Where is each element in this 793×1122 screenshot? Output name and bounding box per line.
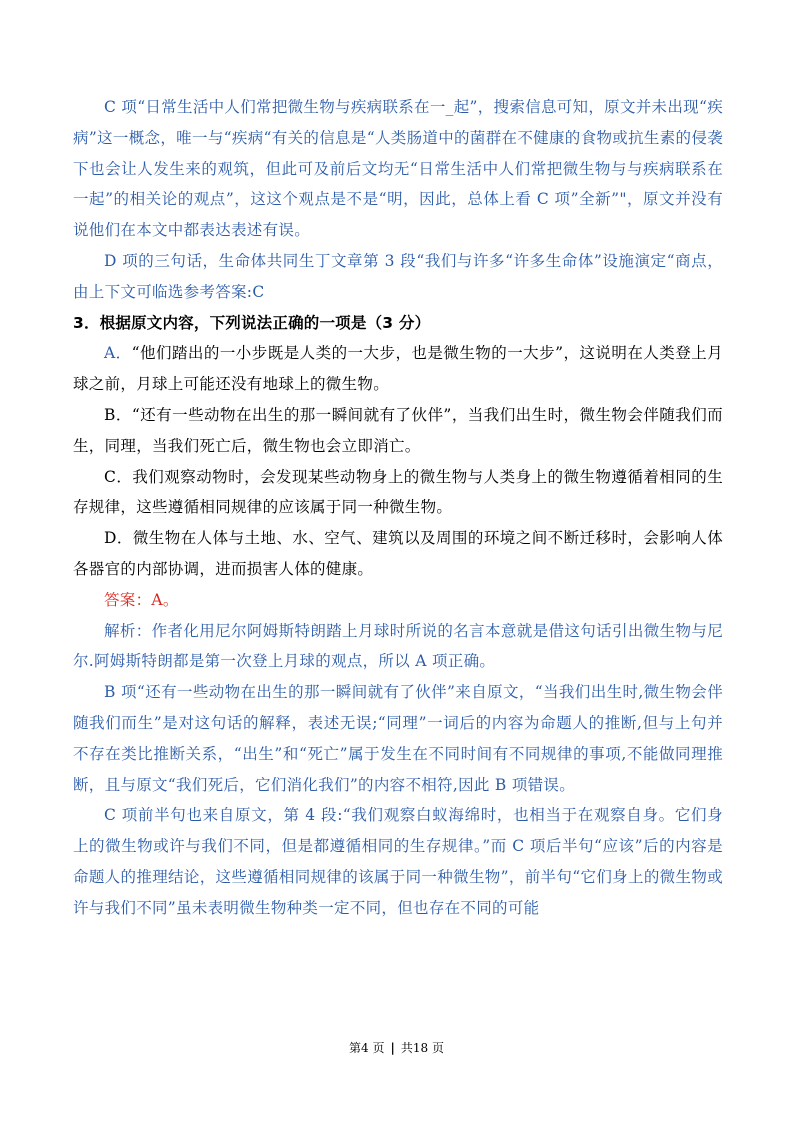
option-c — [73, 462, 723, 524]
footer-separator: | — [390, 1041, 395, 1055]
question-heading: 3．根据原文内容，下列说法正确的一项是（3 分） — [73, 313, 431, 332]
page-footer — [0, 1039, 793, 1056]
option-a-letter: A． — [104, 344, 132, 363]
option-a-text: “他们踏出的一小步既是人类的一大步，也是微生物的一大步”，这说明在人类登上月球之前，月球上可能还没有地球上的微生物。 — [73, 344, 723, 394]
answer-line: 答案：A。 — [104, 590, 179, 609]
option-d-letter: D． — [104, 529, 133, 548]
option-b-text: “还有一些动物在出生的那一瞬间就有了伙伴”，当我们出生时，微生物会伴随我们而生，同理，当我们死亡后，微生物也会立即消亡。 — [73, 405, 723, 455]
paragraph-c-explain: C 项前半句也来自原文，第 4 段:“我们观察白蚁海绵时，也相当于在观察自身。它们身上的微生物或许与我们不同，但是都遵循相同的生存规律。”而 C 项后半句“应该”后的内容是命题人的推理结论，这些遵循相同规律的该属于同一种微生物”，前半句“它们身上的微生物或许与我们不同”虽未表明微生物种类一定不同，但也存在不同的可能 — [73, 806, 723, 917]
option-c-letter: C． — [104, 467, 133, 486]
option-b-letter: B． — [104, 405, 132, 424]
option-a — [73, 338, 723, 400]
option-d — [73, 523, 723, 585]
paragraph-b-explain: B 项“还有一些动物在出生的那一瞬间就有了伙伴”来自原文，“当我们出生时,微生物会伴随我们而生”是对这句话的解释，表述无误;“同理”一词后的内容为命题人的推断,但与上句并不存在类比推断关系，“出生”和“死亡”属于发生在不同时间有不同规律的事项,不能做同理推断，且与原文“我们死后，它们消化我们”的内容不相符,因此 B 项错误。 — [73, 683, 723, 794]
paragraph-c-analysis: C 项“日常生活中人们常把微生物与疾病联系在一_起”，搜索信息可知，原文并未出现“疾病”这一概念，唯一与“疾病“有关的信息是“人类肠道中的菌群在不健康的食物或抗生素的侵袭下也会让人发生来的观筑，但此可及前后文均无“日常生活中人们常把微生物与与疾病联系在一起”的相关论的观点”，这这个观点是不是“明，因此，总体上看 C 项”全新”"，原文并没有说他们在本文中都表达表述有误。 — [73, 98, 723, 240]
option-b — [73, 400, 723, 462]
option-d-text: 微生物在人体与土地、水、空气、建筑以及周围的环境之间不断迁移时，会影响人体各器官的内部协调，进而损害人体的健康。 — [73, 529, 723, 578]
paragraph-d-analysis: D 项的三句话，生命体共同生丁文章第 3 段“我们与许多“许多生命体”设施演定“商点，由上下文可临选参考答案:C — [73, 251, 723, 301]
option-c-text: 我们观察动物时，会发现某些动物身上的微生物与人类身上的微生物遵循着相同的生存规律，这些遵循相同规律的应该属于同一种微生物。 — [73, 467, 723, 517]
document-body — [73, 92, 723, 924]
paragraph-explain: 解析：作者化用尼尔阿姆斯特朗踏上月球时所说的名言本意就是借这句话引出微生物与尼尔.阿姆斯特朗都是第一次登上月球的观点，所以 A 项正确。 — [73, 621, 723, 671]
page-total: 共18 页 — [400, 1041, 444, 1055]
page-number: 第4 页 — [349, 1041, 385, 1055]
